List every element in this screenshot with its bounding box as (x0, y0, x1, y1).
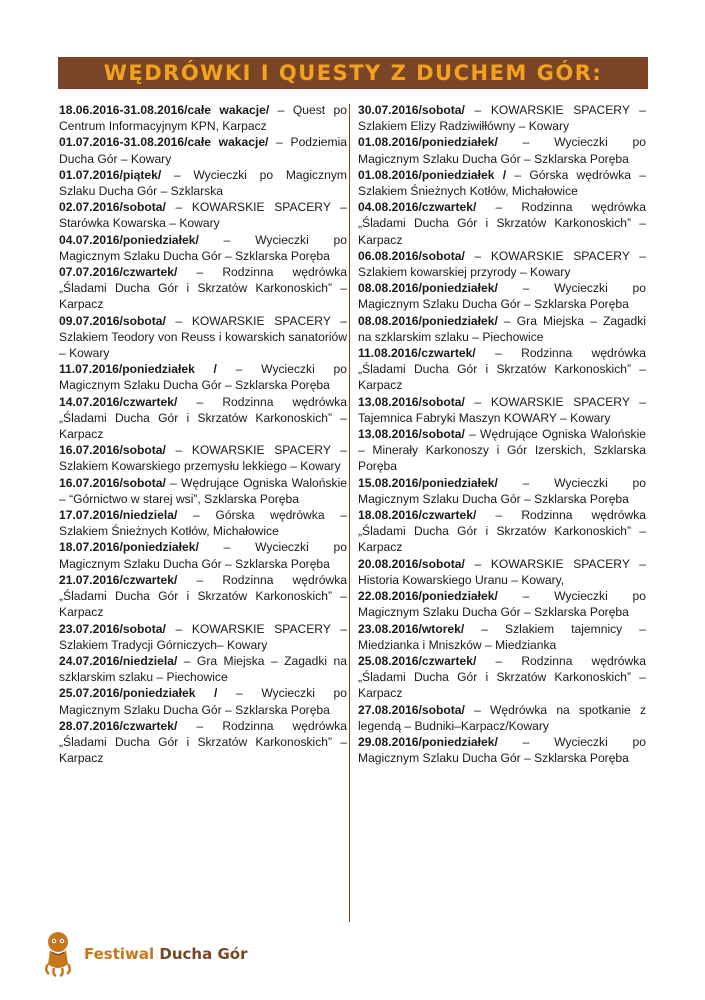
event-date: 16.07.2016/sobota/ (59, 475, 166, 490)
event-entry (59, 102, 347, 134)
spirit-mascot-icon (40, 930, 76, 978)
event-description: – Rodzinna wędrówka „Śladami Ducha Gór i Skrzatów Karkonoskich” – Karpacz (358, 653, 646, 701)
event-entry (358, 102, 646, 134)
event-entry (59, 167, 347, 199)
event-date: 01.07.2016/piątek/ (59, 167, 162, 182)
event-entry (358, 588, 646, 620)
event-entry (358, 475, 646, 507)
event-entry (59, 199, 347, 231)
event-entry (59, 264, 347, 313)
event-date: 25.07.2016/poniedziałek / (59, 686, 218, 701)
event-date: 06.08.2016/sobota/ (358, 248, 465, 263)
event-date: 07.07.2016/czwartek/ (59, 265, 178, 280)
event-date: 14.07.2016/czwartek/ (59, 394, 178, 409)
event-entry (59, 621, 347, 653)
event-description: – Wycieczki po Magicznym Szlaku Ducha Gór – Szklarska Poręba (59, 686, 347, 717)
event-entry (358, 702, 646, 734)
event-date: 01.08.2016/poniedziałek / (358, 167, 507, 182)
event-description: – Rodzinna wędrówka „Śladami Ducha Gór i Skrzatów Karkonoskich” – Karpacz (59, 718, 347, 766)
event-entry (59, 572, 347, 621)
event-entry (59, 232, 347, 264)
event-entry (358, 248, 646, 280)
left-column (59, 102, 347, 766)
event-entry (358, 653, 646, 702)
event-date: 16.07.2016/sobota/ (59, 443, 166, 458)
event-description: – KOWARSKIE SPACERY – Szlakiem Elizy Radziwiłłówny – Kowary (358, 103, 646, 134)
event-entry (59, 685, 347, 717)
event-date: 21.07.2016/czwartek/ (59, 572, 178, 587)
event-description: – Wędrujące Ogniska Walońskie – Minerały Karkonoszy i Gór Izerskich, Szklarska Poręba (358, 427, 646, 474)
event-entry (358, 556, 646, 588)
event-entry (358, 280, 646, 312)
event-description: – KOWARSKIE SPACERY – Szlakiem Kowarskiego przemysłu lekkiego – Kowary (59, 443, 347, 474)
title-bar (58, 57, 648, 89)
event-description: – Wędrówka na spotkanie z legendą – Budniki–Karpacz/Kowary (358, 702, 646, 733)
column-divider (349, 104, 350, 922)
event-description: – Rodzinna wędrówka „Śladami Ducha Gór i Skrzatów Karkonoskich” – Karpacz (59, 572, 347, 620)
event-entry (358, 134, 646, 166)
festival-logo (40, 930, 247, 978)
event-entry (358, 734, 646, 766)
event-description: – Rodzinna wędrówka „Śladami Ducha Gór i Skrzatów Karkonoskich” – Karpacz (358, 200, 646, 247)
event-date: 18.07.2016/poniedziałek/ (59, 540, 199, 555)
event-date: 15.08.2016/poniedziałek/ (358, 475, 498, 490)
event-description: – Wycieczki po Magicznym Szlaku Ducha Gór – Szklarska Poręba (59, 362, 347, 393)
event-date: 23.07.2016/sobota/ (59, 621, 166, 636)
event-description: – KOWARSKIE SPACERY – Szlakiem kowarskiej przyrody – Kowary (358, 248, 646, 280)
event-description: – Wędrujące Ogniska Walońskie – “Górnictwo w starej wsi”, Szklarska Poręba (59, 475, 347, 506)
event-description: – Gra Miejska – Zagadki na szklarskim szlaku – Piechowice (59, 653, 347, 685)
event-description: – Podziemia Ducha Gór – Kowary (59, 135, 347, 166)
event-entry (358, 345, 646, 394)
event-entry (59, 313, 347, 362)
event-entry (358, 394, 646, 426)
event-description: – KOWARSKIE SPACERY – Szlakiem Teodory von Reuss i kowarskich sanatoriów – Kowary (59, 313, 347, 361)
event-description: – KOWARSKIE SPACERY – Historia Kowarskiego Uranu – Kowary, (358, 556, 646, 587)
event-entry (358, 167, 646, 199)
event-date: 18.06.2016-31.08.2016/całe wakacje/ (59, 103, 270, 117)
event-date: 04.08.2016/czwartek/ (358, 200, 477, 215)
event-entry (59, 507, 347, 539)
event-entry (59, 361, 347, 393)
event-entry (358, 199, 646, 248)
logo-text-festiwal: Festiwal (84, 945, 160, 963)
event-description: – Wycieczki po Magicznym Szlaku Ducha Gór – Szklarska Poręba (59, 232, 347, 263)
event-description: – Górska wędrówka – Szlakiem Śnieżnych Kotłów, Michałowice (358, 167, 646, 199)
event-date: 01.07.2016-31.08.2016/całe wakacje/ (59, 135, 269, 150)
event-description: – KOWARSKIE SPACERY – Starówka Kowarska – Kowary (59, 200, 347, 231)
event-entry (59, 653, 347, 685)
event-entry (59, 475, 347, 507)
event-date: 13.08.2016/sobota/ (358, 427, 465, 442)
event-date: 27.08.2016/sobota/ (358, 702, 465, 717)
event-date: 22.08.2016/poniedziałek/ (358, 589, 498, 604)
event-description: – Wycieczki po Magicznym Szlaku Ducha Gór – Szklarska Poręba (59, 540, 347, 571)
logo-text-ducha-gor: Ducha Gór (159, 945, 248, 963)
event-description: – Szlakiem tajemnicy – Miedzianka i Mniszków – Miedzianka (358, 621, 646, 652)
event-date: 23.08.2016/wtorek/ (358, 621, 465, 636)
event-entry (358, 507, 646, 556)
event-date: 18.08.2016/czwartek/ (358, 508, 477, 523)
event-date: 28.07.2016/czwartek/ (59, 718, 178, 733)
event-date: 13.08.2016/sobota/ (358, 394, 465, 409)
event-date: 29.08.2016/poniedziałek/ (358, 734, 498, 749)
event-entry (358, 313, 646, 345)
event-entry (358, 426, 646, 475)
event-entry (59, 539, 347, 571)
event-description: – Wycieczki po Magicznym Szlaku Ducha Gór – Szklarska Poręba (358, 135, 646, 166)
event-date: 08.08.2016/poniedziałek/ (358, 281, 498, 296)
event-description: – Rodzinna wędrówka „Śladami Ducha Gór i Skrzatów Karkonoskich” – Karpacz (358, 346, 646, 393)
event-date: 04.07.2016/poniedziałek/ (59, 232, 199, 247)
event-description: – Rodzinna wędrówka „Śladami Ducha Gór i Skrzatów Karkonoskich” – Karpacz (59, 394, 347, 442)
event-entry (59, 394, 347, 443)
event-description: – Wycieczki po Magicznym Szlaku Ducha Gór – Szklarska Poręba (358, 734, 646, 766)
event-description: – Wycieczki po Magicznym Szlaku Ducha Gór – Szklarska (59, 167, 347, 199)
event-description: – Wycieczki po Magicznym Szlaku Ducha Gór – Szklarska Poręba (358, 589, 646, 620)
event-date: 11.07.2016/poniedziałek / (59, 362, 217, 377)
event-description: – Wycieczki po Magicznym Szlaku Ducha Gór – Szklarska Poręba (358, 281, 646, 312)
event-date: 30.07.2016/sobota/ (358, 103, 465, 117)
event-description: – Rodzinna wędrówka „Śladami Ducha Gór i Skrzatów Karkonoskich” – Karpacz (358, 508, 646, 555)
event-entry (59, 718, 347, 767)
event-description: – Wycieczki po Magicznym Szlaku Ducha Gór – Szklarska Poręba (358, 475, 646, 506)
event-entry (59, 442, 347, 474)
event-description: – Gra Miejska – Zagadki na szklarskim szlaku – Piechowice (358, 313, 646, 344)
event-date: 25.08.2016/czwartek/ (358, 653, 477, 668)
event-description: – Quest po Centrum Informacyjnym KPN, Karpacz (59, 103, 347, 134)
event-date: 17.07.2016/niedziela/ (59, 508, 178, 523)
page-title: WĘDRÓWKI I QUESTY Z DUCHEM GÓR: (103, 61, 603, 85)
event-description: – Górska wędrówka – Szlakiem Śnieżnych Kotłów, Michałowice (59, 508, 347, 539)
logo-text (84, 945, 247, 963)
event-date: 02.07.2016/sobota/ (59, 200, 166, 215)
event-description: – KOWARSKIE SPACERY – Szlakiem Tradycji Górniczych– Kowary (59, 621, 347, 652)
event-date: 09.07.2016/sobota/ (59, 313, 166, 328)
event-date: 11.08.2016/czwartek/ (358, 346, 476, 361)
event-date: 24.07.2016/niedziela/ (59, 653, 178, 668)
event-date: 08.08.2016/poniedziałek/ (358, 313, 498, 328)
event-entry (358, 621, 646, 653)
event-date: 01.08.2016/poniedziałek/ (358, 135, 498, 150)
event-entry (59, 134, 347, 166)
event-date: 20.08.2016/sobota/ (358, 556, 465, 571)
right-column (358, 102, 646, 766)
event-description: – Rodzinna wędrówka „Śladami Ducha Gór i Skrzatów Karkonoskich” – Karpacz (59, 265, 347, 312)
event-description: – KOWARSKIE SPACERY – Tajemnica Fabryki Maszyn KOWARY – Kowary (358, 394, 646, 425)
